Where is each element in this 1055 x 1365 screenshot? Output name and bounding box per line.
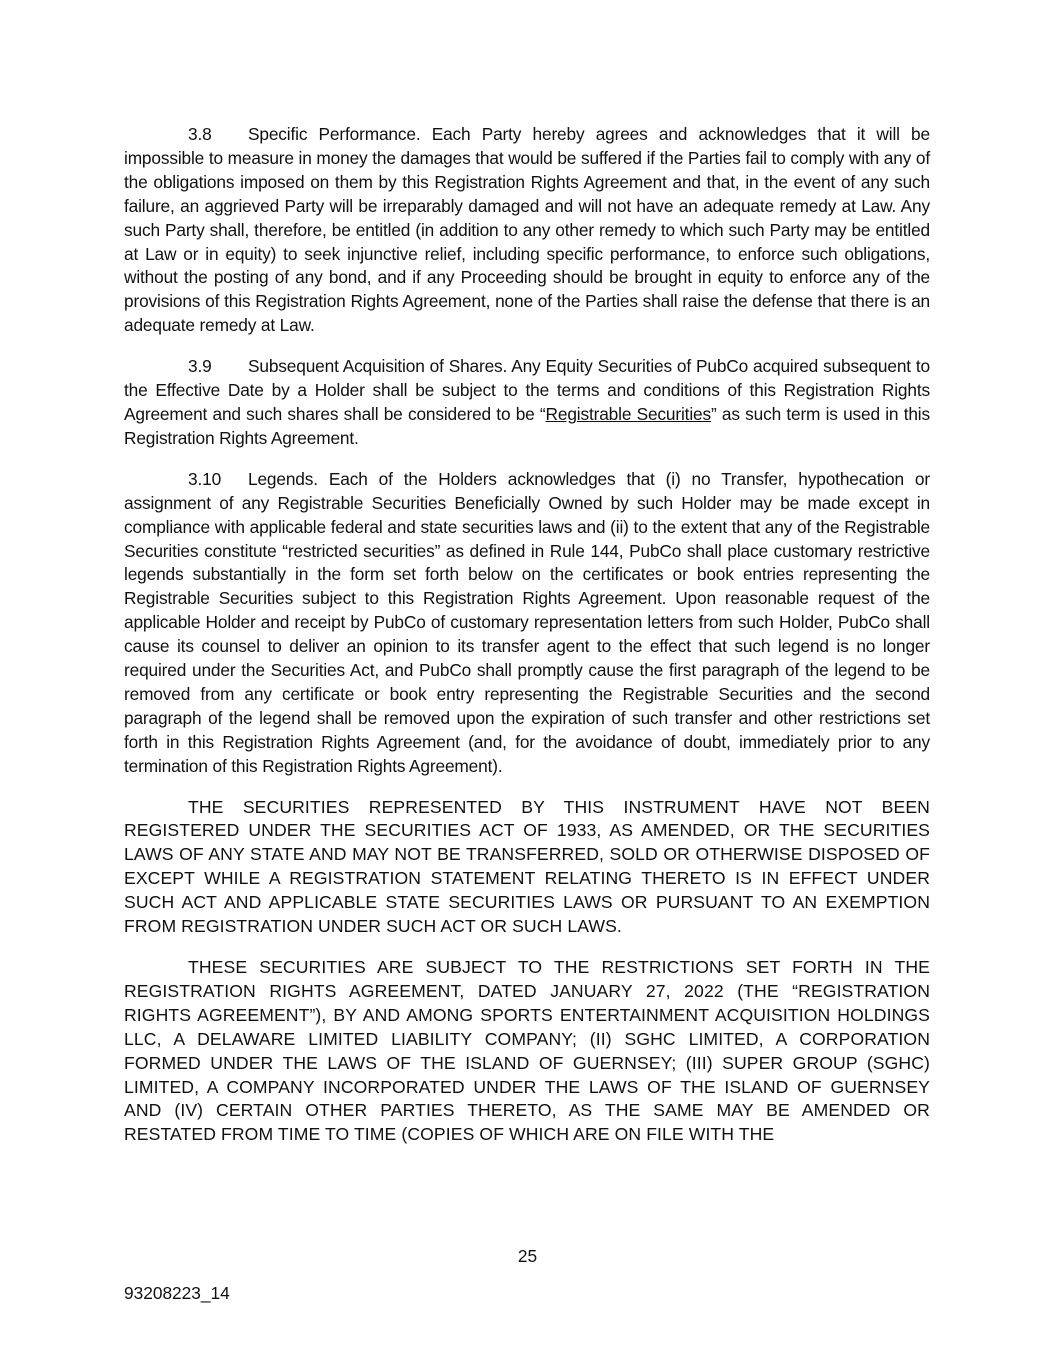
section-number: 3.10 — [188, 468, 222, 489]
section-number: 3.9 — [188, 356, 212, 377]
section-3-9 — [124, 355, 930, 451]
section-text: Each of the Holders acknowledges that (i) no Transfer, hypothecation or assignment of any Registrable Securities Beneficially Owned by such Holder may be made except in compliance with applicable federal and state securities laws and (ii) to the extent that any of the Registrable Securities constitute “restricted securities” as defined in Rule 144, PubCo shall place customary restrictive legends substantially in the form set forth below on the certificates or book entries representing the Registrable Securities subject to this Registration Rights Agreement. Upon reasonable request of the applicable Holder and receipt by PubCo of customary representation letters from such Holder, PubCo shall cause its counsel to deliver an opinion to its transfer agent to the effect that such legend is no longer required under the Securities Act, and PubCo shall promptly cause the first paragraph of the legend to be removed from any certificate or book entry representing the Registrable Securities and the second paragraph of the legend shall be removed upon the expiration of such transfer and other restrictions set forth in this Registration Rights Agreement (and, for the avoidance of doubt, immediately prior to any termination of this Registration Rights Agreement). — [124, 468, 930, 776]
document-id: 93208223_14 — [124, 1283, 230, 1303]
page-number: 25 — [517, 1246, 538, 1266]
section-heading: Specific Performance. — [248, 124, 421, 144]
defined-term: Registrable Securities — [545, 403, 711, 424]
section-heading: Subsequent Acquisition of Shares. — [248, 356, 508, 377]
section-text-continued: ” as such term is used in this Registration Rights Agreement. — [124, 403, 930, 448]
legend-paragraph-2: THESE SECURITIES ARE SUBJECT TO THE RESTRICTIONS SET FORTH IN THE REGISTRATION RIGHTS AGREEMENT, DATED JANUARY 27, 2022 (THE “REGISTRATION RIGHTS AGREEMENT”), BY AND AMONG SPORTS ENTERTAINMENT ACQUISITION HOLDINGS LLC, A DELAWARE LIMITED LIABILITY COMPANY; (II) SGHC LIMITED, A CORPORATION FORMED UNDER THE LAWS OF THE ISLAND OF GUERNSEY; (III) SUPER GROUP (SGHC) LIMITED, A COMPANY INCORPORATED UNDER THE LAWS OF THE ISLAND OF GUERNSEY AND (IV) CERTAIN OTHER PARTIES THERETO, AS THE SAME MAY BE AMENDED OR RESTATED FROM TIME TO TIME (COPIES OF WHICH ARE ON FILE WITH THE — [124, 957, 930, 1145]
section-text: Any Equity Securities of PubCo acquired subsequent to the Effective Date by a Holder shall be subject to the terms and conditions of this Registration Rights Agreement and such shares shall be considered to be “ — [124, 356, 931, 424]
section-number: 3.8 — [188, 124, 212, 144]
section-heading: Legends. — [248, 468, 318, 489]
section-3-8 — [124, 123, 930, 338]
document-body — [124, 123, 930, 1164]
section-text: Each Party hereby agrees and acknowledges that it will be impossible to measure in money the damages that would be suffered if the Parties fail to comply with any of the obligations imposed on them by this Registration Rights Agreement and that, in the event of any such failure, an aggrieved Party will be irreparably damaged and will not have an adequate remedy at Law. Any such Party shall, therefore, be entitled (in addition to any other remedy to which such Party may be entitled at Law or in equity) to seek injunctive relief, including specific performance, to enforce such obligations, without the posting of any bond, and if any Proceeding should be brought in equity to enforce any of the provisions of this Registration Rights Agreement, none of the Parties shall raise the defense that there is an adequate remedy at Law. — [124, 124, 930, 336]
legend-paragraph-1: THE SECURITIES REPRESENTED BY THIS INSTRUMENT HAVE NOT BEEN REGISTERED UNDER THE SECURITIES ACT OF 1933, AS AMENDED, OR THE SECURITIES LAWS OF ANY STATE AND MAY NOT BE TRANSFERRED, SOLD OR OTHERWISE DISPOSED OF EXCEPT WHILE A REGISTRATION STATEMENT RELATING THERETO IS IN EFFECT UNDER SUCH ACT AND APPLICABLE STATE SECURITIES LAWS OR PURSUANT TO AN EXEMPTION FROM REGISTRATION UNDER SUCH ACT OR SUCH LAWS. — [124, 796, 930, 937]
section-3-10 — [124, 468, 930, 779]
